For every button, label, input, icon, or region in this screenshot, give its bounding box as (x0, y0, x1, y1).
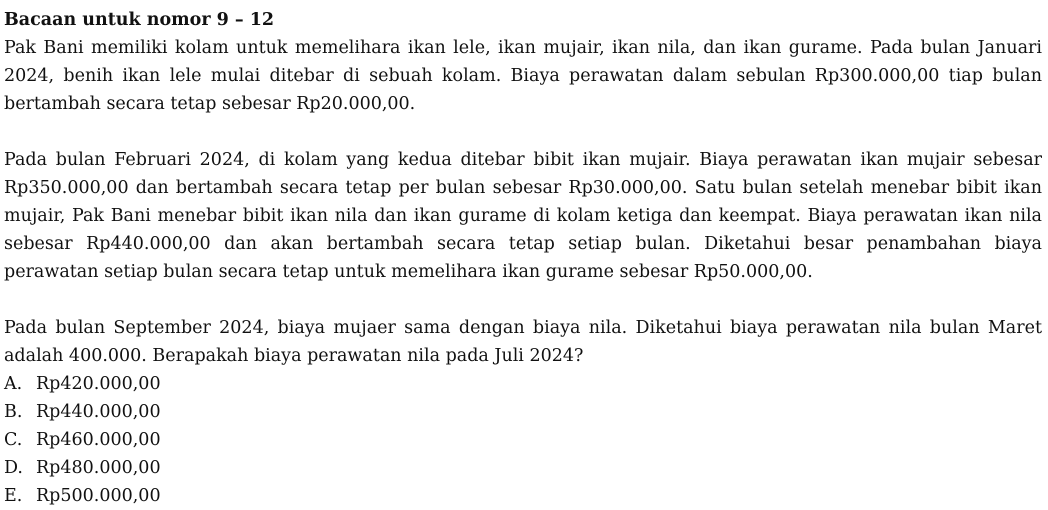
option-text: Rp420.000,00 (36, 374, 161, 394)
option-text: Rp460.000,00 (36, 430, 161, 450)
option-letter: B. (4, 402, 23, 422)
option-d[interactable] (4, 454, 1042, 482)
option-text: Rp440.000,00 (36, 402, 161, 422)
option-c[interactable] (4, 426, 1042, 454)
paragraph-spacer (4, 118, 1042, 146)
option-letter: C. (4, 430, 23, 450)
option-text: Rp480.000,00 (36, 458, 161, 478)
paragraph-details: Pada bulan Februari 2024, di kolam yang kedua ditebar bibit ikan mujair. Biaya perawatan ikan mujair sebesar Rp350.000,00 dan bertambah secara tetap per bulan sebesar Rp30.000,00. Satu bulan setelah menebar bibit ikan mujair, Pak Bani menebar bibit ikan nila dan ikan gurame di kolam ketiga dan keempat. Biaya perawatan ikan nila sebesar Rp440.000,00 dan akan bertambah secara tetap setiap bulan. Diketahui besar penambahan biaya perawatan setiap bulan secara tetap untuk memelihara ikan gurame sebesar Rp50.000,00. (4, 150, 1042, 282)
option-e[interactable] (4, 482, 1042, 510)
answer-options (4, 370, 1042, 510)
option-letter: A. (4, 374, 23, 394)
question-text: Pada bulan September 2024, biaya mujaer sama dengan biaya nila. Diketahui biaya perawatan nila bulan Maret adalah 400.000. Berapakah biaya perawatan nila pada Juli 2024? (4, 318, 1042, 366)
paragraph-spacer (4, 286, 1042, 314)
option-a[interactable] (4, 370, 1042, 398)
reading-title: Bacaan untuk nomor 9 – 12 (4, 10, 275, 30)
option-b[interactable] (4, 398, 1042, 426)
option-letter: E. (4, 486, 23, 506)
option-text: Rp500.000,00 (36, 486, 161, 506)
paragraph-intro: Pak Bani memiliki kolam untuk memelihara ikan lele, ikan mujair, ikan nila, dan ikan gurame. Pada bulan Januari 2024, benih ikan lele mulai ditebar di sebuah kolam. Biaya perawatan dalam sebulan Rp300.000,00 tiap bulan bertambah secara tetap sebesar Rp20.000,00. (4, 38, 1042, 114)
option-letter: D. (4, 458, 23, 478)
